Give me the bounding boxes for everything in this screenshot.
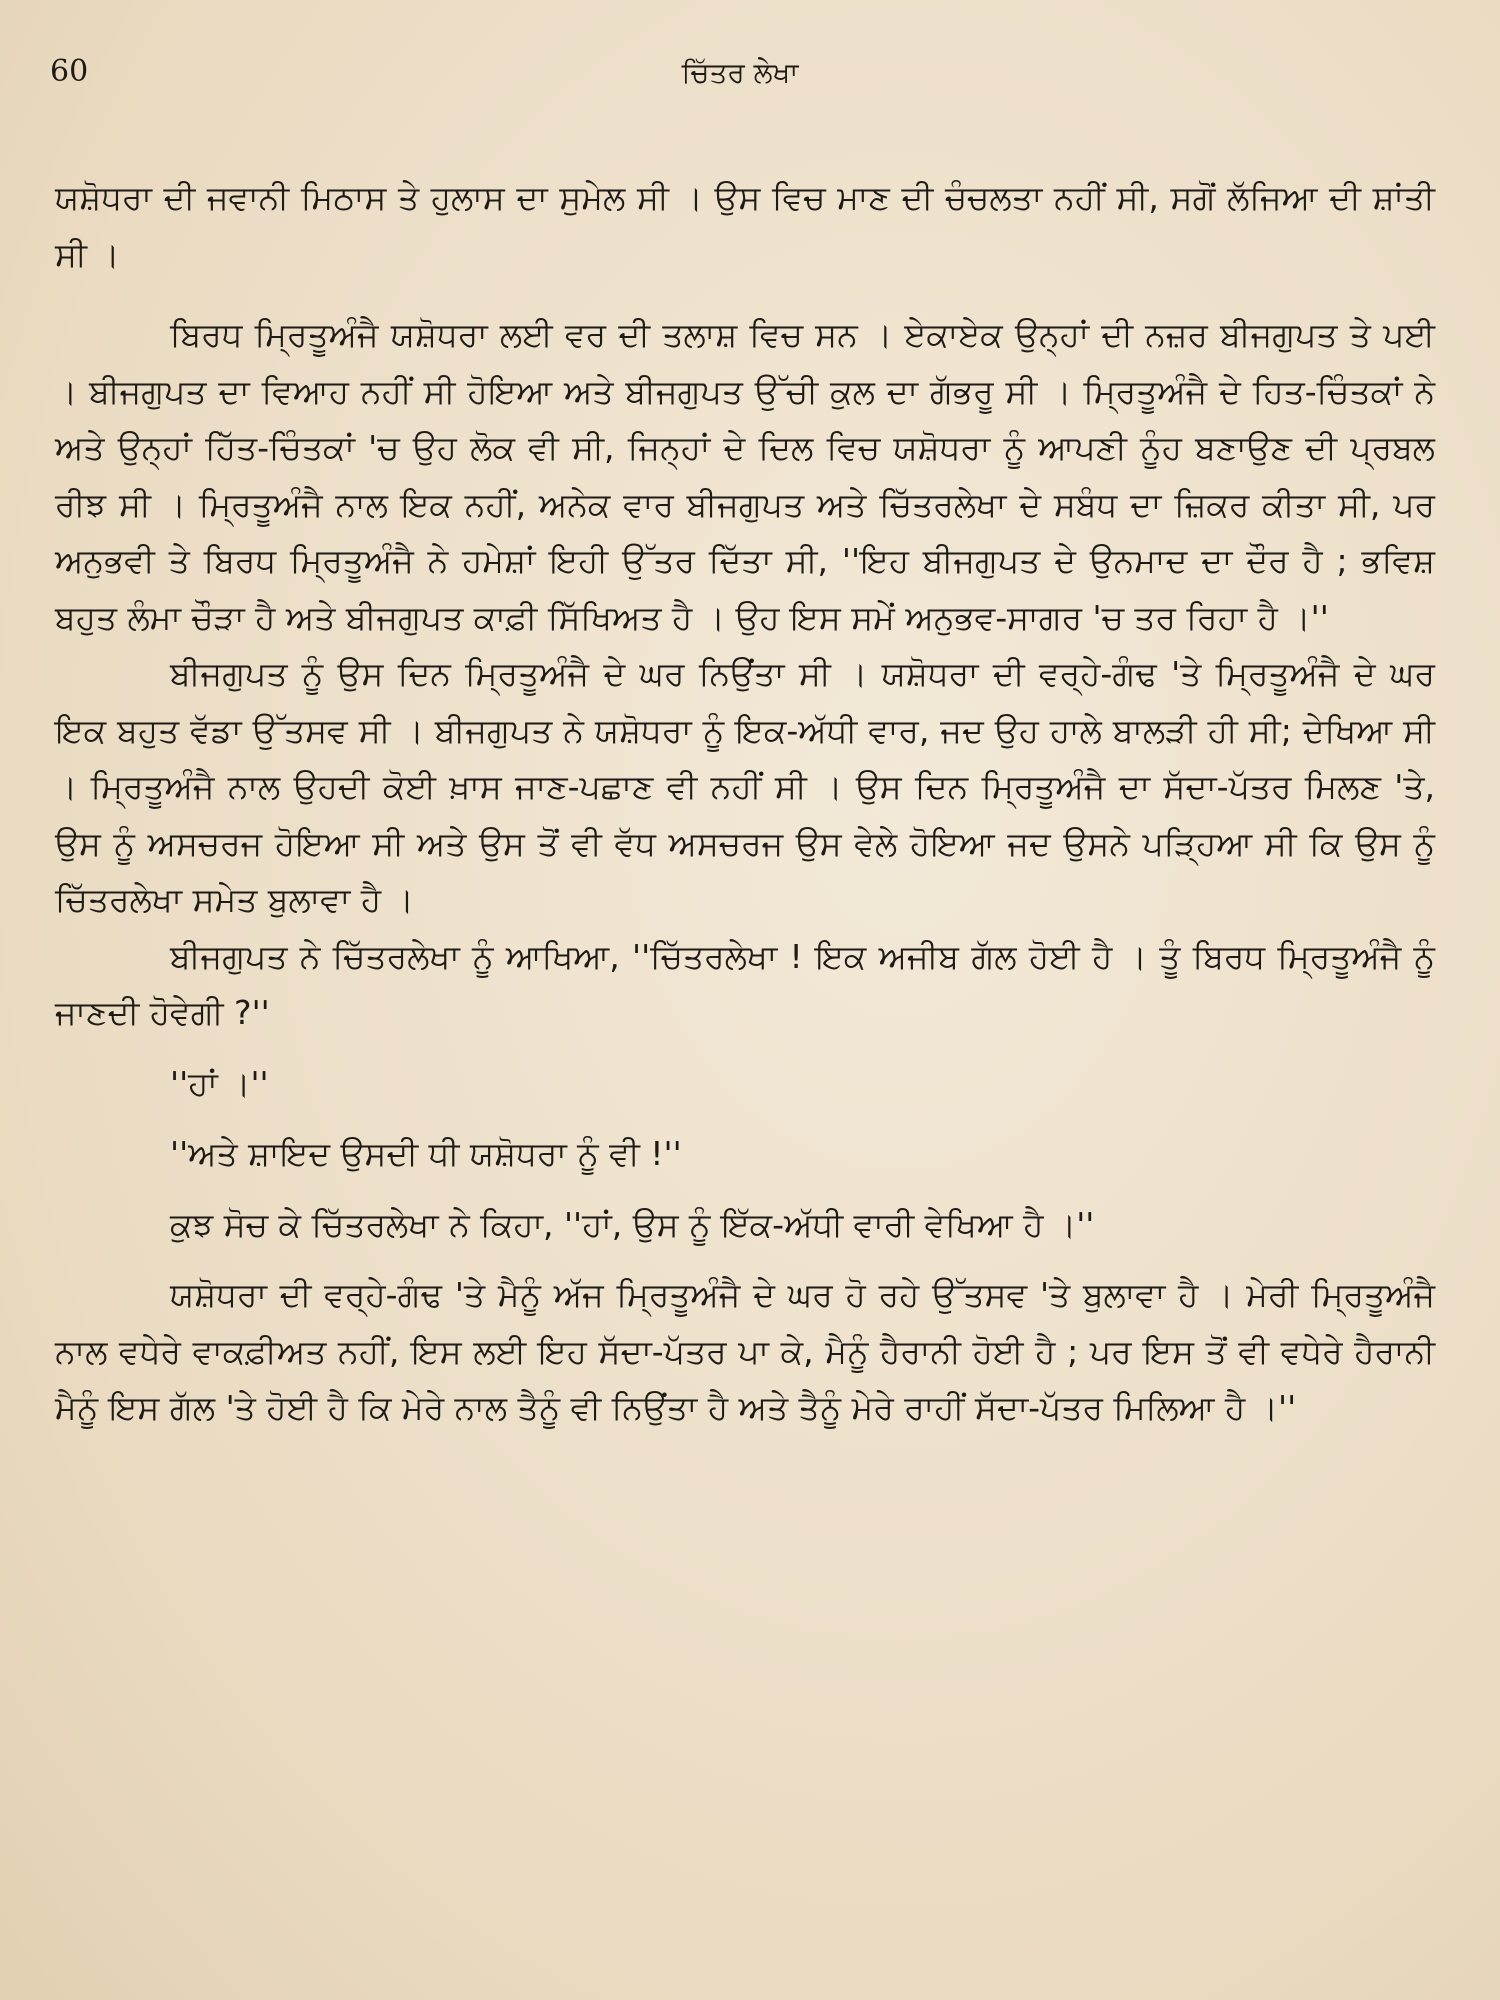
running-title: ਚਿੱਤਰ ਲੇਖਾ <box>681 56 799 89</box>
paragraph: ਕੁਝ ਸੋਚ ਕੇ ਚਿੱਤਰਲੇਖਾ ਨੇ ਕਿਹਾ, ''ਹਾਂ, ਉਸ ਨੂੰ ਇੱਕ-ਅੱਧੀ ਵਾਰੀ ਵੇਖਿਆ ਹੈ ।'' <box>170 1204 1095 1244</box>
dialogue-line: ''ਹਾਂ ।'' <box>170 1063 269 1103</box>
paragraph: ਯਸ਼ੋਧਰਾ ਦੀ ਜਵਾਨੀ ਮਿਠਾਸ ਤੇ ਹੁਲਾਸ ਦਾ ਸੁਮੇਲ ਸੀ । ਉਸ ਵਿਚ ਮਾਣ ਦੀ ਚੰਚਲਤਾ ਨਹੀਂ ਸੀ, ਸਗੋਂ ਲੱਜਿਆ ਦੀ ਸ਼ਾਂਤੀ ਸੀ । <box>55 178 1435 274</box>
paragraph: ਬੀਜਗੁਪਤ ਨੇ ਚਿੱਤਰਲੇਖਾ ਨੂੰ ਆਖਿਆ, ''ਚਿੱਤਰਲੇਖਾ ! ਇਕ ਅਜੀਬ ਗੱਲ ਹੋਈ ਹੈ । ਤੂੰ ਬਿਰਧ ਮ੍ਰਿਤੂਅੰਜੈ ਨੂੰ ਜਾਣਦੀ ਹੋਵੇਗੀ ?'' <box>55 936 1435 1032</box>
page-header <box>50 48 1430 108</box>
body-text <box>55 170 1435 1437</box>
paragraph: ਯਸ਼ੋਧਰਾ ਦੀ ਵਰ੍ਹੇ-ਗੰਢ 'ਤੇ ਮੈਨੂੰ ਅੱਜ ਮ੍ਰਿਤੂਅੰਜੈ ਦੇ ਘਰ ਹੋ ਰਹੇ ਉੱਤਸਵ 'ਤੇ ਬੁਲਾਵਾ ਹੈ । ਮੇਰੀ ਮ੍ਰਿਤੂਅੰਜੈ ਨਾਲ ਵਧੇਰੇ ਵਾਕਫ਼ੀਅਤ ਨਹੀਂ, ਇਸ ਲਈ ਇਹ ਸੱਦਾ-ਪੱਤਰ ਪਾ ਕੇ, ਮੈਨੂੰ ਹੈਰਾਨੀ ਹੋਈ ਹੈ ; ਪਰ ਇਸ ਤੋਂ ਵੀ ਵਧੇਰੇ ਹੈਰਾਨੀ ਮੈਨੂੰ ਇਸ ਗੱਲ 'ਤੇ ਹੋਈ ਹੈ ਕਿ ਮੇਰੇ ਨਾਲ ਤੈਨੂੰ ਵੀ ਨਿਉਂਤਾ ਹੈ ਅਤੇ ਤੈਨੂੰ ਮੇਰੇ ਰਾਹੀਂ ਸੱਦਾ-ਪੱਤਰ ਮਿਲਿਆ ਹੈ ।'' <box>55 1275 1435 1427</box>
dialogue-line: ''ਅਤੇ ਸ਼ਾਇਦ ਉਸਦੀ ਧੀ ਯਸ਼ੋਧਰਾ ਨੂੰ ਵੀ !'' <box>170 1134 682 1173</box>
page-number: 60 <box>50 54 89 89</box>
paragraph: ਬਿਰਧ ਮ੍ਰਿਤੂਅੰਜੈ ਯਸ਼ੋਧਰਾ ਲਈ ਵਰ ਦੀ ਤਲਾਸ਼ ਵਿਚ ਸਨ । ਏਕਾਏਕ ਉਨ੍ਹਾਂ ਦੀ ਨਜ਼ਰ ਬੀਜਗੁਪਤ ਤੇ ਪਈ । ਬੀਜਗੁਪਤ ਦਾ ਵਿਆਹ ਨਹੀਂ ਸੀ ਹੋਇਆ ਅਤੇ ਬੀਜਗੁਪਤ ਉੱਚੀ ਕੁਲ ਦਾ ਗੱਭਰੂ ਸੀ । ਮ੍ਰਿਤੂਅੰਜੈ ਦੇ ਹਿਤ-ਚਿੰਤਕਾਂ ਨੇ ਅਤੇ ਉਨ੍ਹਾਂ ਹਿੱਤ-ਚਿੰਤਕਾਂ 'ਚ ਉਹ ਲੋਕ ਵੀ ਸੀ, ਜਿਨ੍ਹਾਂ ਦੇ ਦਿਲ ਵਿਚ ਯਸ਼ੋਧਰਾ ਨੂੰ ਆਪਣੀ ਨੂੰਹ ਬਣਾਉਣ ਦੀ ਪ੍ਰਬਲ ਰੀਝ ਸੀ । ਮ੍ਰਿਤੂਅੰਜੈ ਨਾਲ ਇਕ ਨਹੀਂ, ਅਨੇਕ ਵਾਰ ਬੀਜਗੁਪਤ ਅਤੇ ਚਿੱਤਰਲੇਖਾ ਦੇ ਸਬੰਧ ਦਾ ਜ਼ਿਕਰ ਕੀਤਾ ਸੀ, ਪਰ ਅਨੁਭਵੀ ਤੇ ਬਿਰਧ ਮ੍ਰਿਤੂਅੰਜੈ ਨੇ ਹਮੇਸ਼ਾਂ ਇਹੀ ਉੱਤਰ ਦਿੱਤਾ ਸੀ, ''ਇਹ ਬੀਜਗੁਪਤ ਦੇ ਉਨਮਾਦ ਦਾ ਦੌਰ ਹੈ ; ਭਵਿਸ਼ ਬਹੁਤ ਲੰਮਾ ਚੌੜਾ ਹੈ ਅਤੇ ਬੀਜਗੁਪਤ ਕਾਫ਼ੀ ਸਿੱਖਿਅਤ ਹੈ । ਉਹ ਇਸ ਸਮੇਂ ਅਨੁਭਵ-ਸਾਗਰ 'ਚ ਤਰ ਰਿਹਾ ਹੈ ।'' <box>55 315 1435 637</box>
paragraph: ਬੀਜਗੁਪਤ ਨੂੰ ਉਸ ਦਿਨ ਮ੍ਰਿਤੂਅੰਜੈ ਦੇ ਘਰ ਨਿਉਂਤਾ ਸੀ । ਯਸ਼ੋਧਰਾ ਦੀ ਵਰ੍ਹੇ-ਗੰਢ 'ਤੇ ਮ੍ਰਿਤੂਅੰਜੈ ਦੇ ਘਰ ਇਕ ਬਹੁਤ ਵੱਡਾ ਉੱਤਸਵ ਸੀ । ਬੀਜਗੁਪਤ ਨੇ ਯਸ਼ੋਧਰਾ ਨੂੰ ਇਕ-ਅੱਧੀ ਵਾਰ, ਜਦ ਉਹ ਹਾਲੇ ਬਾਲੜੀ ਹੀ ਸੀ; ਦੇਖਿਆ ਸੀ । ਮ੍ਰਿਤੂਅੰਜੈ ਨਾਲ ਉਹਦੀ ਕੋਈ ਖ਼ਾਸ ਜਾਣ-ਪਛਾਣ ਵੀ ਨਹੀਂ ਸੀ । ਉਸ ਦਿਨ ਮ੍ਰਿਤੂਅੰਜੈ ਦਾ ਸੱਦਾ-ਪੱਤਰ ਮਿਲਣ 'ਤੇ, ਉਸ ਨੂੰ ਅਸਚਰਜ ਹੋਇਆ ਸੀ ਅਤੇ ਉਸ ਤੋਂ ਵੀ ਵੱਧ ਅਸਚਰਜ ਉਸ ਵੇਲੇ ਹੋਇਆ ਜਦ ਉਸਨੇ ਪੜ੍ਹਿਆ ਸੀ ਕਿ ਉਸ ਨੂੰ ਚਿੱਤਰਲੇਖਾ ਸਮੇਤ ਬੁਲਾਵਾ ਹੈ । <box>55 654 1435 919</box>
